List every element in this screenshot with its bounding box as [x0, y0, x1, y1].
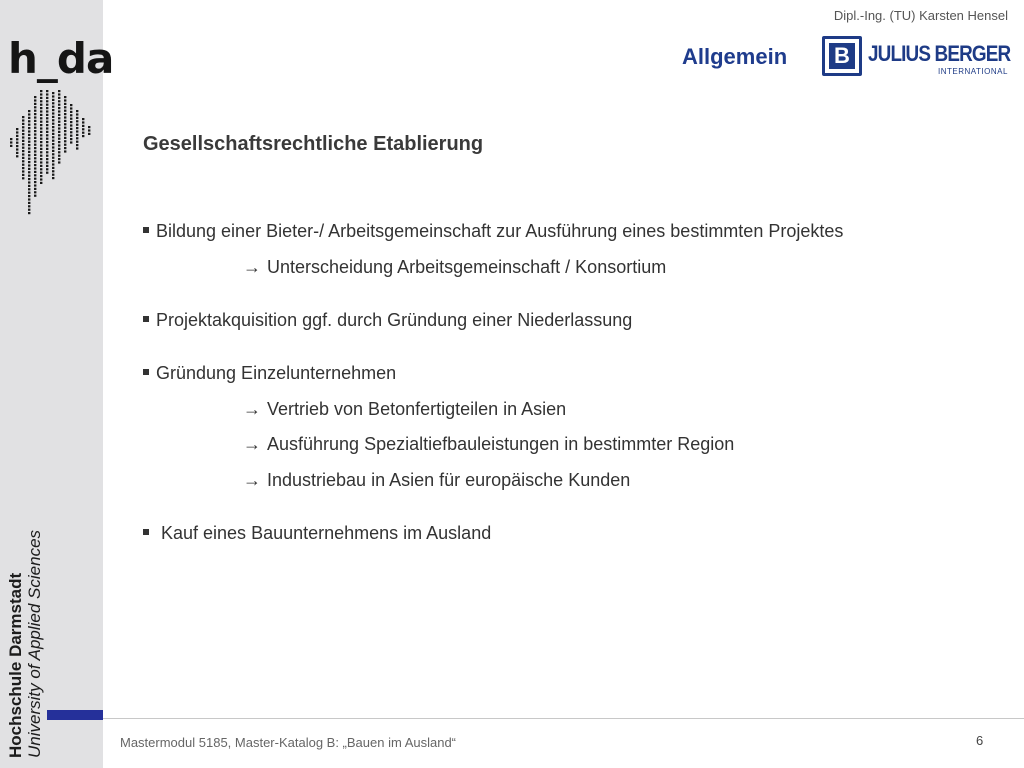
dot-mark	[46, 134, 48, 136]
bullet-square-icon	[143, 316, 149, 322]
dot-mark	[52, 167, 54, 169]
logo-mark-icon	[822, 36, 862, 76]
dot-mark	[46, 107, 48, 109]
bullet-square-icon	[143, 529, 149, 535]
dot-mark	[28, 110, 30, 112]
dot-mark	[52, 99, 54, 101]
dot-mark	[64, 127, 66, 129]
dot-mark	[28, 185, 30, 187]
dot-mark	[58, 138, 60, 140]
dot-mark	[52, 170, 54, 172]
dot-mark	[64, 113, 66, 115]
sub-bullet-text: Unterscheidung Arbeitsgemeinschaft / Konsortium	[267, 257, 667, 277]
dot-mark	[52, 102, 54, 104]
dot-mark	[64, 120, 66, 122]
dot-mark	[34, 99, 36, 101]
dot-mark	[40, 141, 42, 143]
dot-mark	[28, 124, 30, 126]
dot-mark	[76, 147, 78, 149]
sub-bullet-item	[243, 434, 734, 455]
dot-mark	[28, 195, 30, 197]
dot-mark	[58, 148, 60, 150]
logo-sub: INTERNATIONAL	[938, 67, 1008, 76]
institution-name-en: University of Applied Sciences	[25, 529, 44, 758]
dot-mark	[46, 155, 48, 157]
dot-mark	[52, 133, 54, 135]
dot-mark	[52, 95, 54, 97]
dot-mark	[34, 110, 36, 112]
dot-mark	[22, 140, 24, 142]
arrow-right-icon: →	[243, 257, 261, 277]
dot-mark	[16, 138, 18, 140]
dot-mark	[46, 93, 48, 95]
dot-mark	[46, 148, 48, 150]
dot-mark	[34, 137, 36, 139]
dot-mark	[76, 113, 78, 115]
institution-label	[6, 518, 44, 758]
dot-mark	[58, 134, 60, 136]
dot-mark	[64, 130, 66, 132]
dot-mark	[46, 138, 48, 140]
dot-mark	[22, 116, 24, 118]
dot-mark	[22, 133, 24, 135]
page-number: 6	[976, 733, 984, 748]
dot-mark	[34, 171, 36, 173]
dot-mark	[70, 107, 72, 109]
dot-mark	[46, 158, 48, 160]
dot-mark	[58, 114, 60, 116]
dot-mark	[28, 178, 30, 180]
dot-mark	[34, 191, 36, 193]
dot-mark	[40, 144, 42, 146]
bullet-text: Gründung Einzelunternehmen	[156, 363, 397, 383]
dot-mark	[76, 127, 78, 129]
dot-mark	[28, 127, 30, 129]
dot-mark	[40, 124, 42, 126]
dot-mark	[40, 168, 42, 170]
dot-mark	[28, 154, 30, 156]
dot-mark	[34, 157, 36, 159]
bullet-item	[143, 363, 396, 384]
dot-mark	[10, 141, 12, 143]
dot-mark	[64, 110, 66, 112]
dot-mark	[22, 153, 24, 155]
hda-dot-pattern-icon	[6, 88, 96, 216]
accent-bar	[47, 710, 103, 720]
dot-mark	[16, 131, 18, 133]
dot-mark	[34, 150, 36, 152]
dot-mark	[28, 137, 30, 139]
dot-mark	[40, 100, 42, 102]
footer-text: Mastermodul 5185, Master-Katalog B: „Bauen im Ausland“	[120, 735, 457, 750]
dot-mark	[40, 104, 42, 106]
dot-mark	[52, 106, 54, 108]
dot-mark	[76, 130, 78, 132]
dot-mark	[22, 170, 24, 172]
dot-mark	[58, 100, 60, 102]
dot-mark	[70, 141, 72, 143]
dot-mark	[70, 118, 72, 120]
dot-mark	[28, 181, 30, 183]
dot-mark	[34, 161, 36, 163]
dot-mark	[28, 205, 30, 207]
dot-mark	[52, 163, 54, 165]
bullet-square-icon	[143, 369, 149, 375]
dot-mark	[22, 167, 24, 169]
dot-mark	[52, 157, 54, 159]
dot-mark	[70, 128, 72, 130]
dot-mark	[34, 184, 36, 186]
dot-mark	[58, 121, 60, 123]
dot-mark	[22, 123, 24, 125]
dot-mark	[40, 182, 42, 184]
dot-mark	[40, 155, 42, 157]
dot-mark	[34, 164, 36, 166]
dot-mark	[76, 134, 78, 136]
dot-mark	[88, 129, 90, 131]
dot-mark	[28, 212, 30, 214]
dot-mark	[34, 174, 36, 176]
dot-mark	[10, 138, 12, 140]
dot-mark	[40, 165, 42, 167]
dot-mark	[46, 104, 48, 106]
dot-mark	[28, 171, 30, 173]
sub-bullet-text: Industriebau in Asien für europäische Kunden	[267, 470, 631, 490]
dot-mark	[28, 151, 30, 153]
dot-mark	[34, 116, 36, 118]
dot-mark	[82, 118, 84, 120]
dot-mark	[22, 143, 24, 145]
dot-mark	[22, 164, 24, 166]
dot-mark	[70, 104, 72, 106]
section-title: Allgemein	[682, 44, 788, 69]
dot-mark	[82, 121, 84, 123]
dot-mark	[64, 150, 66, 152]
dot-mark	[46, 114, 48, 116]
dot-mark	[58, 141, 60, 143]
dot-mark	[34, 127, 36, 129]
logo-mark: B	[829, 43, 855, 69]
dot-mark	[64, 123, 66, 125]
sub-bullet-item	[243, 470, 630, 491]
dot-mark	[34, 133, 36, 135]
dot-mark	[22, 174, 24, 176]
dot-mark	[70, 114, 72, 116]
dot-mark	[58, 93, 60, 95]
dot-mark	[64, 103, 66, 105]
dot-mark	[46, 172, 48, 174]
slide-title: Gesellschaftsrechtliche Etablierung	[143, 133, 484, 155]
dot-mark	[28, 161, 30, 163]
dot-mark	[58, 110, 60, 112]
dot-mark	[58, 107, 60, 109]
dot-mark	[52, 177, 54, 179]
dot-mark	[76, 141, 78, 143]
dot-mark	[28, 147, 30, 149]
dot-mark	[58, 158, 60, 160]
dot-mark	[40, 121, 42, 123]
dot-mark	[82, 132, 84, 134]
dot-mark	[52, 109, 54, 111]
dot-mark	[40, 114, 42, 116]
dot-mark	[34, 147, 36, 149]
dot-mark	[70, 121, 72, 123]
dot-mark	[28, 113, 30, 115]
dot-mark	[58, 127, 60, 129]
dot-mark	[16, 128, 18, 130]
dot-mark	[46, 124, 48, 126]
dot-mark	[58, 124, 60, 126]
sub-bullet-item	[243, 399, 566, 420]
dot-mark	[16, 155, 18, 157]
dot-mark	[64, 133, 66, 135]
dot-mark	[70, 124, 72, 126]
dot-mark	[82, 125, 84, 127]
dot-mark	[52, 150, 54, 152]
dot-mark	[58, 104, 60, 106]
dot-mark	[82, 135, 84, 137]
institution-name: Hochschule Darmstadt	[6, 572, 25, 758]
dot-mark	[52, 136, 54, 138]
dot-mark	[58, 90, 60, 92]
dot-mark	[22, 119, 24, 121]
bullet-item	[143, 523, 491, 544]
arrow-right-icon: →	[243, 399, 261, 419]
dot-mark	[46, 127, 48, 129]
dot-mark	[52, 129, 54, 131]
dot-mark	[46, 141, 48, 143]
arrow-right-icon: →	[243, 470, 261, 490]
dot-mark	[76, 124, 78, 126]
dot-mark	[58, 155, 60, 157]
dot-mark	[64, 106, 66, 108]
dot-mark	[40, 90, 42, 92]
dot-mark	[16, 142, 18, 144]
dot-mark	[88, 133, 90, 135]
dot-mark	[52, 174, 54, 176]
dot-mark	[46, 100, 48, 102]
dot-mark	[10, 145, 12, 147]
dot-mark	[22, 150, 24, 152]
dot-mark	[28, 117, 30, 119]
dot-mark	[34, 181, 36, 183]
dot-mark	[76, 117, 78, 119]
dot-mark	[70, 135, 72, 137]
dot-mark	[88, 126, 90, 128]
dot-mark	[64, 137, 66, 139]
bullet-item	[143, 221, 843, 242]
dot-mark	[28, 130, 30, 132]
dot-mark	[46, 121, 48, 123]
dot-mark	[28, 188, 30, 190]
dot-mark	[46, 117, 48, 119]
dot-mark	[34, 144, 36, 146]
dot-mark	[40, 134, 42, 136]
dot-mark	[46, 151, 48, 153]
dot-mark	[46, 131, 48, 133]
dot-mark	[22, 136, 24, 138]
dot-mark	[28, 209, 30, 211]
dot-mark	[82, 128, 84, 130]
dot-mark	[34, 130, 36, 132]
dot-mark	[52, 116, 54, 118]
dot-mark	[34, 120, 36, 122]
dot-mark	[46, 168, 48, 170]
arrow-right-icon: →	[243, 434, 261, 454]
dot-mark	[16, 145, 18, 147]
dot-mark	[40, 131, 42, 133]
sub-bullet-item	[243, 257, 666, 278]
dot-mark	[52, 143, 54, 145]
dot-mark	[34, 195, 36, 197]
dot-mark	[64, 144, 66, 146]
dot-mark	[28, 164, 30, 166]
dot-mark	[46, 97, 48, 99]
dot-mark	[58, 131, 60, 133]
bullet-square-icon	[143, 227, 149, 233]
dot-mark	[40, 93, 42, 95]
dot-mark	[34, 123, 36, 125]
dot-mark	[28, 202, 30, 204]
dot-mark	[16, 135, 18, 137]
dot-mark	[64, 140, 66, 142]
dot-mark	[40, 178, 42, 180]
dot-mark	[52, 160, 54, 162]
dot-mark	[52, 123, 54, 125]
dot-mark	[58, 151, 60, 153]
dot-mark	[40, 110, 42, 112]
dot-mark	[40, 151, 42, 153]
julius-berger-logo	[822, 36, 1012, 80]
dot-mark	[34, 188, 36, 190]
dot-mark	[34, 103, 36, 105]
bullet-item	[143, 310, 632, 331]
dot-mark	[28, 198, 30, 200]
dot-mark	[52, 146, 54, 148]
dot-mark	[64, 147, 66, 149]
dot-mark	[40, 97, 42, 99]
dot-mark	[28, 158, 30, 160]
dot-mark	[22, 130, 24, 132]
dot-mark	[40, 158, 42, 160]
dot-mark	[16, 148, 18, 150]
dot-mark	[22, 157, 24, 159]
bullet-text: Kauf eines Bauunternehmens im Ausland	[156, 523, 492, 543]
dot-mark	[34, 113, 36, 115]
dot-mark	[76, 120, 78, 122]
dot-mark	[64, 96, 66, 98]
dot-mark	[40, 161, 42, 163]
dot-mark	[28, 192, 30, 194]
dot-mark	[70, 138, 72, 140]
dot-mark	[34, 167, 36, 169]
dot-mark	[16, 152, 18, 154]
dot-mark	[52, 119, 54, 121]
dot-mark	[22, 126, 24, 128]
dot-mark	[46, 90, 48, 92]
dot-mark	[28, 175, 30, 177]
dot-mark	[28, 144, 30, 146]
footer-divider	[103, 718, 1024, 719]
dot-mark	[28, 168, 30, 170]
dot-mark	[22, 147, 24, 149]
dot-mark	[34, 178, 36, 180]
dot-mark	[76, 137, 78, 139]
dot-mark	[52, 92, 54, 94]
dot-mark	[22, 160, 24, 162]
hda-logo: h_da	[8, 34, 114, 83]
dot-mark	[52, 112, 54, 114]
dot-mark	[40, 148, 42, 150]
dot-mark	[58, 97, 60, 99]
dot-mark	[46, 161, 48, 163]
dot-mark	[58, 117, 60, 119]
logo-name: JULIUS BERGER	[868, 41, 1011, 66]
dot-mark	[52, 126, 54, 128]
dot-mark	[64, 99, 66, 101]
dot-mark	[40, 172, 42, 174]
dot-mark	[40, 175, 42, 177]
dot-mark	[40, 107, 42, 109]
dot-mark	[34, 140, 36, 142]
dot-mark	[46, 144, 48, 146]
bullet-text: Bildung einer Bieter-/ Arbeitsgemeinschaft zur Ausführung eines bestimmten Projektes	[156, 221, 844, 241]
dot-mark	[40, 117, 42, 119]
sub-bullet-text: Ausführung Spezialtiefbauleistungen in bestimmter Region	[267, 434, 735, 454]
dot-mark	[76, 110, 78, 112]
dot-mark	[40, 127, 42, 129]
author: Dipl.-Ing. (TU) Karsten Hensel	[833, 8, 1008, 23]
dot-mark	[70, 111, 72, 113]
dot-mark	[52, 153, 54, 155]
dot-mark	[28, 120, 30, 122]
sidebar	[0, 0, 114, 768]
dot-mark	[40, 138, 42, 140]
dot-mark	[58, 161, 60, 163]
dot-mark	[22, 177, 24, 179]
dot-mark	[52, 140, 54, 142]
dot-mark	[76, 144, 78, 146]
dot-mark	[46, 110, 48, 112]
dot-mark	[34, 96, 36, 98]
dot-mark	[46, 165, 48, 167]
dot-mark	[28, 134, 30, 136]
dot-mark	[34, 154, 36, 156]
dot-mark	[70, 131, 72, 133]
dot-mark	[64, 116, 66, 118]
dot-mark	[58, 144, 60, 146]
dot-mark	[28, 141, 30, 143]
sub-bullet-text: Vertrieb von Betonfertigteilen in Asien	[267, 399, 567, 419]
bullet-text: Projektakquisition ggf. durch Gründung einer Niederlassung	[156, 310, 633, 330]
dot-mark	[34, 106, 36, 108]
